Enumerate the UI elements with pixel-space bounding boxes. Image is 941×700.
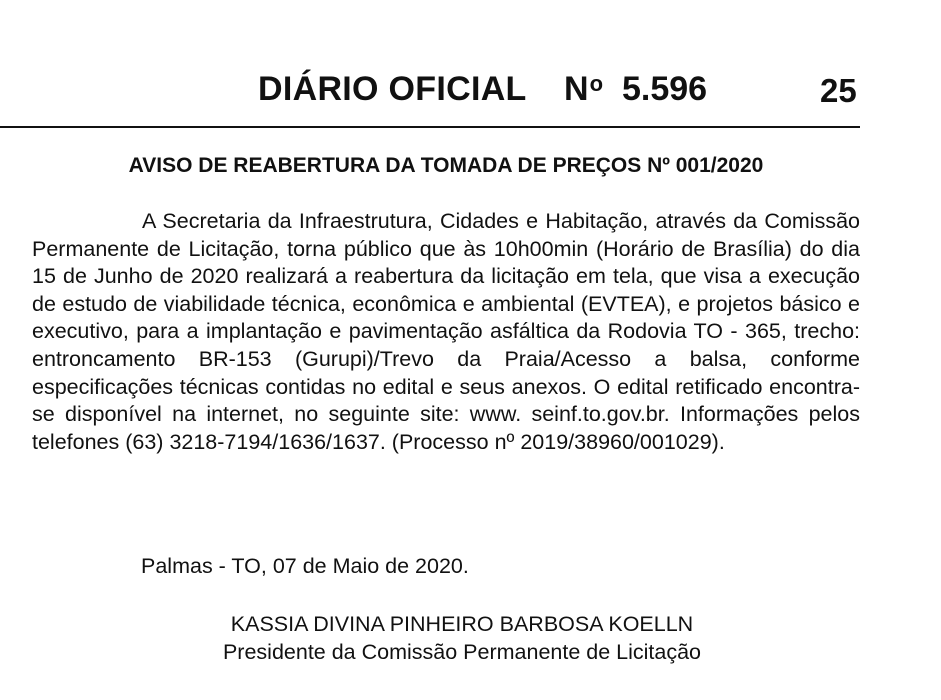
signer-role: Presidente da Comissão Permanente de Licitação [222, 640, 702, 664]
place-date: Palmas - TO, 07 de Maio de 2020. [141, 554, 469, 578]
signer-name: KASSIA DIVINA PINHEIRO BARBOSA KOELLN [230, 612, 694, 636]
issue-number-prefix-super: o [589, 71, 604, 96]
page-header [0, 68, 860, 116]
notice-body: A Secretaria da Infraestrutura, Cidades e Habitação, através da Comissão Permanente de Licitação, torna público que às 10h00min (Horário de Brasília) do dia 15 de Junho de 2020 realizará a reabertura da licitação em tela, que visa a execução de estudo de viabilidade técnica, econômica e ambiental (EVTEA), e projetos básico e executivo, para a implantação e pavimentação asfáltica da Rodovia TO - 365, trecho: entroncamento BR-153 (Gurupi)/Trevo da Praia/Acesso a balsa, conforme especificações técnicas contidas no edital e seus anexos. O edital retificado encontra-se disponível na internet, no seguinte site: www. seinf.to.gov.br. Informações pelos telefones (63) 3218-7194/1636/1637. (Processo nº 2019/38960/001029). [32, 209, 860, 454]
header-divider [0, 126, 860, 128]
publication-title: DIÁRIO OFICIAL [258, 70, 527, 108]
issue-number-label [564, 70, 603, 109]
page-number: 25 [820, 72, 857, 109]
issue-number: 5.596 [622, 70, 708, 108]
notice-title: AVISO DE REABERTURA DA TOMADA DE PREÇOS Nº 001/2020 [128, 154, 764, 177]
issue-number-prefix: N [564, 70, 589, 108]
